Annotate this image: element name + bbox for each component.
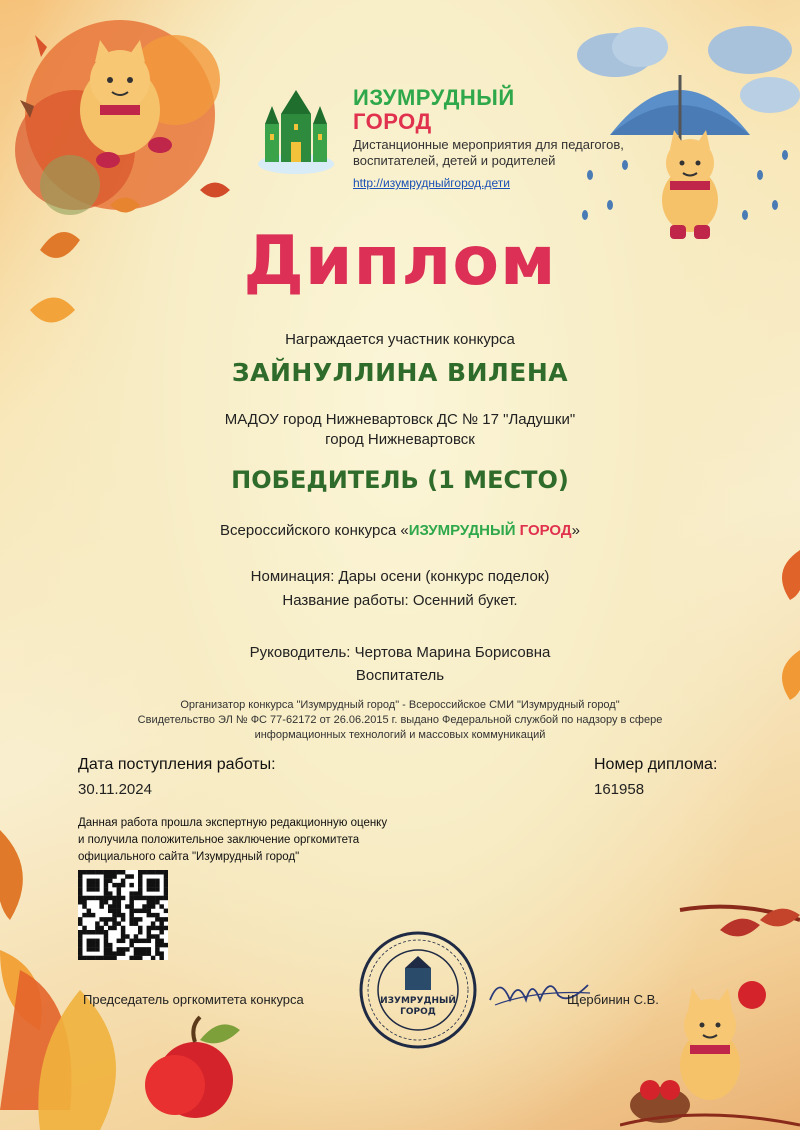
castle-logo — [255, 84, 337, 176]
brand-subtitle-line2: воспитателей, детей и родителей — [353, 153, 556, 168]
review-note — [78, 815, 458, 866]
awarded-text: Награждается участник конкурса — [285, 331, 515, 348]
institution: МАДОУ город Нижневартовск ДС № 17 "Ладушки" — [224, 411, 576, 428]
brand-title-line2: ГОРОД — [353, 109, 432, 134]
supervisor-role: Воспитатель — [355, 667, 445, 684]
supervisor: Руководитель: Чертова Марина Борисовна — [249, 644, 551, 661]
contest-name-green: ИЗУМРУДНЫЙ — [408, 522, 516, 539]
stamp-line1: ИЗУМРУДНЫЙ — [380, 996, 456, 1006]
organizer-line1: Организатор конкурса "Изумрудный город" - Всероссийское СМИ "Изумрудный город" — [180, 699, 620, 711]
rainy-cat-decoration-top-right — [570, 15, 800, 255]
brand-subtitle — [353, 137, 653, 169]
review-line1: Данная работа прошла экспертную редакционную оценку — [78, 817, 388, 829]
contest-suffix: » — [571, 522, 580, 539]
qr-code[interactable] — [78, 870, 168, 960]
organizer-info — [0, 698, 800, 743]
city: город Нижневартовск — [325, 431, 475, 448]
autumn-cat-decoration-top-left — [0, 0, 260, 360]
review-line3: официального сайта "Изумрудный город" — [78, 851, 300, 863]
brand-website-link[interactable]: http://изумрудныйгород.дети — [353, 176, 510, 190]
organizer-line2: Свидетельство ЭЛ № ФС 77-62172 от 26.06.2015 г. выдано Федеральной службой по надзору в сфере — [137, 714, 663, 726]
date-value: 30.11.2024 — [78, 781, 152, 798]
contest-line — [0, 522, 800, 539]
nomination: Номинация: Дары осени (конкурс поделок) — [250, 568, 550, 585]
leaves-decoration-right — [760, 540, 800, 720]
chair-label: Председатель оргкомитета конкурса — [83, 992, 304, 1007]
diploma-title: Диплом — [243, 222, 557, 301]
brand-subtitle-line1: Дистанционные мероприятия для педагогов, — [353, 137, 624, 152]
review-line2: и получила положительное заключение оргкомитета — [78, 834, 360, 846]
brand-title — [353, 86, 515, 134]
autumn-cat-decoration-bottom-right — [620, 890, 800, 1130]
chair-name: Щербинин С.В. — [567, 992, 659, 1007]
brand-title-line1: ИЗУМРУДНЫЙ — [353, 85, 515, 110]
stamp-line2: ГОРОД — [400, 1007, 436, 1017]
date-label: Дата поступления работы: — [78, 756, 276, 773]
contest-name-red: ГОРОД — [519, 522, 572, 539]
official-stamp — [358, 930, 478, 1050]
diploma-number-label: Номер диплома: — [594, 756, 718, 773]
participant-name: ЗАЙНУЛЛИНА ВИЛЕНА — [231, 358, 569, 387]
place-award: ПОБЕДИТЕЛЬ (1 МЕСТО) — [231, 466, 569, 494]
diploma-number-value: 161958 — [594, 781, 645, 798]
contest-prefix: Всероссийского конкурса « — [220, 522, 409, 539]
organizer-line3: информационных технологий и массовых коммуникаций — [254, 729, 546, 741]
work-title: Название работы: Осенний букет. — [282, 592, 518, 609]
